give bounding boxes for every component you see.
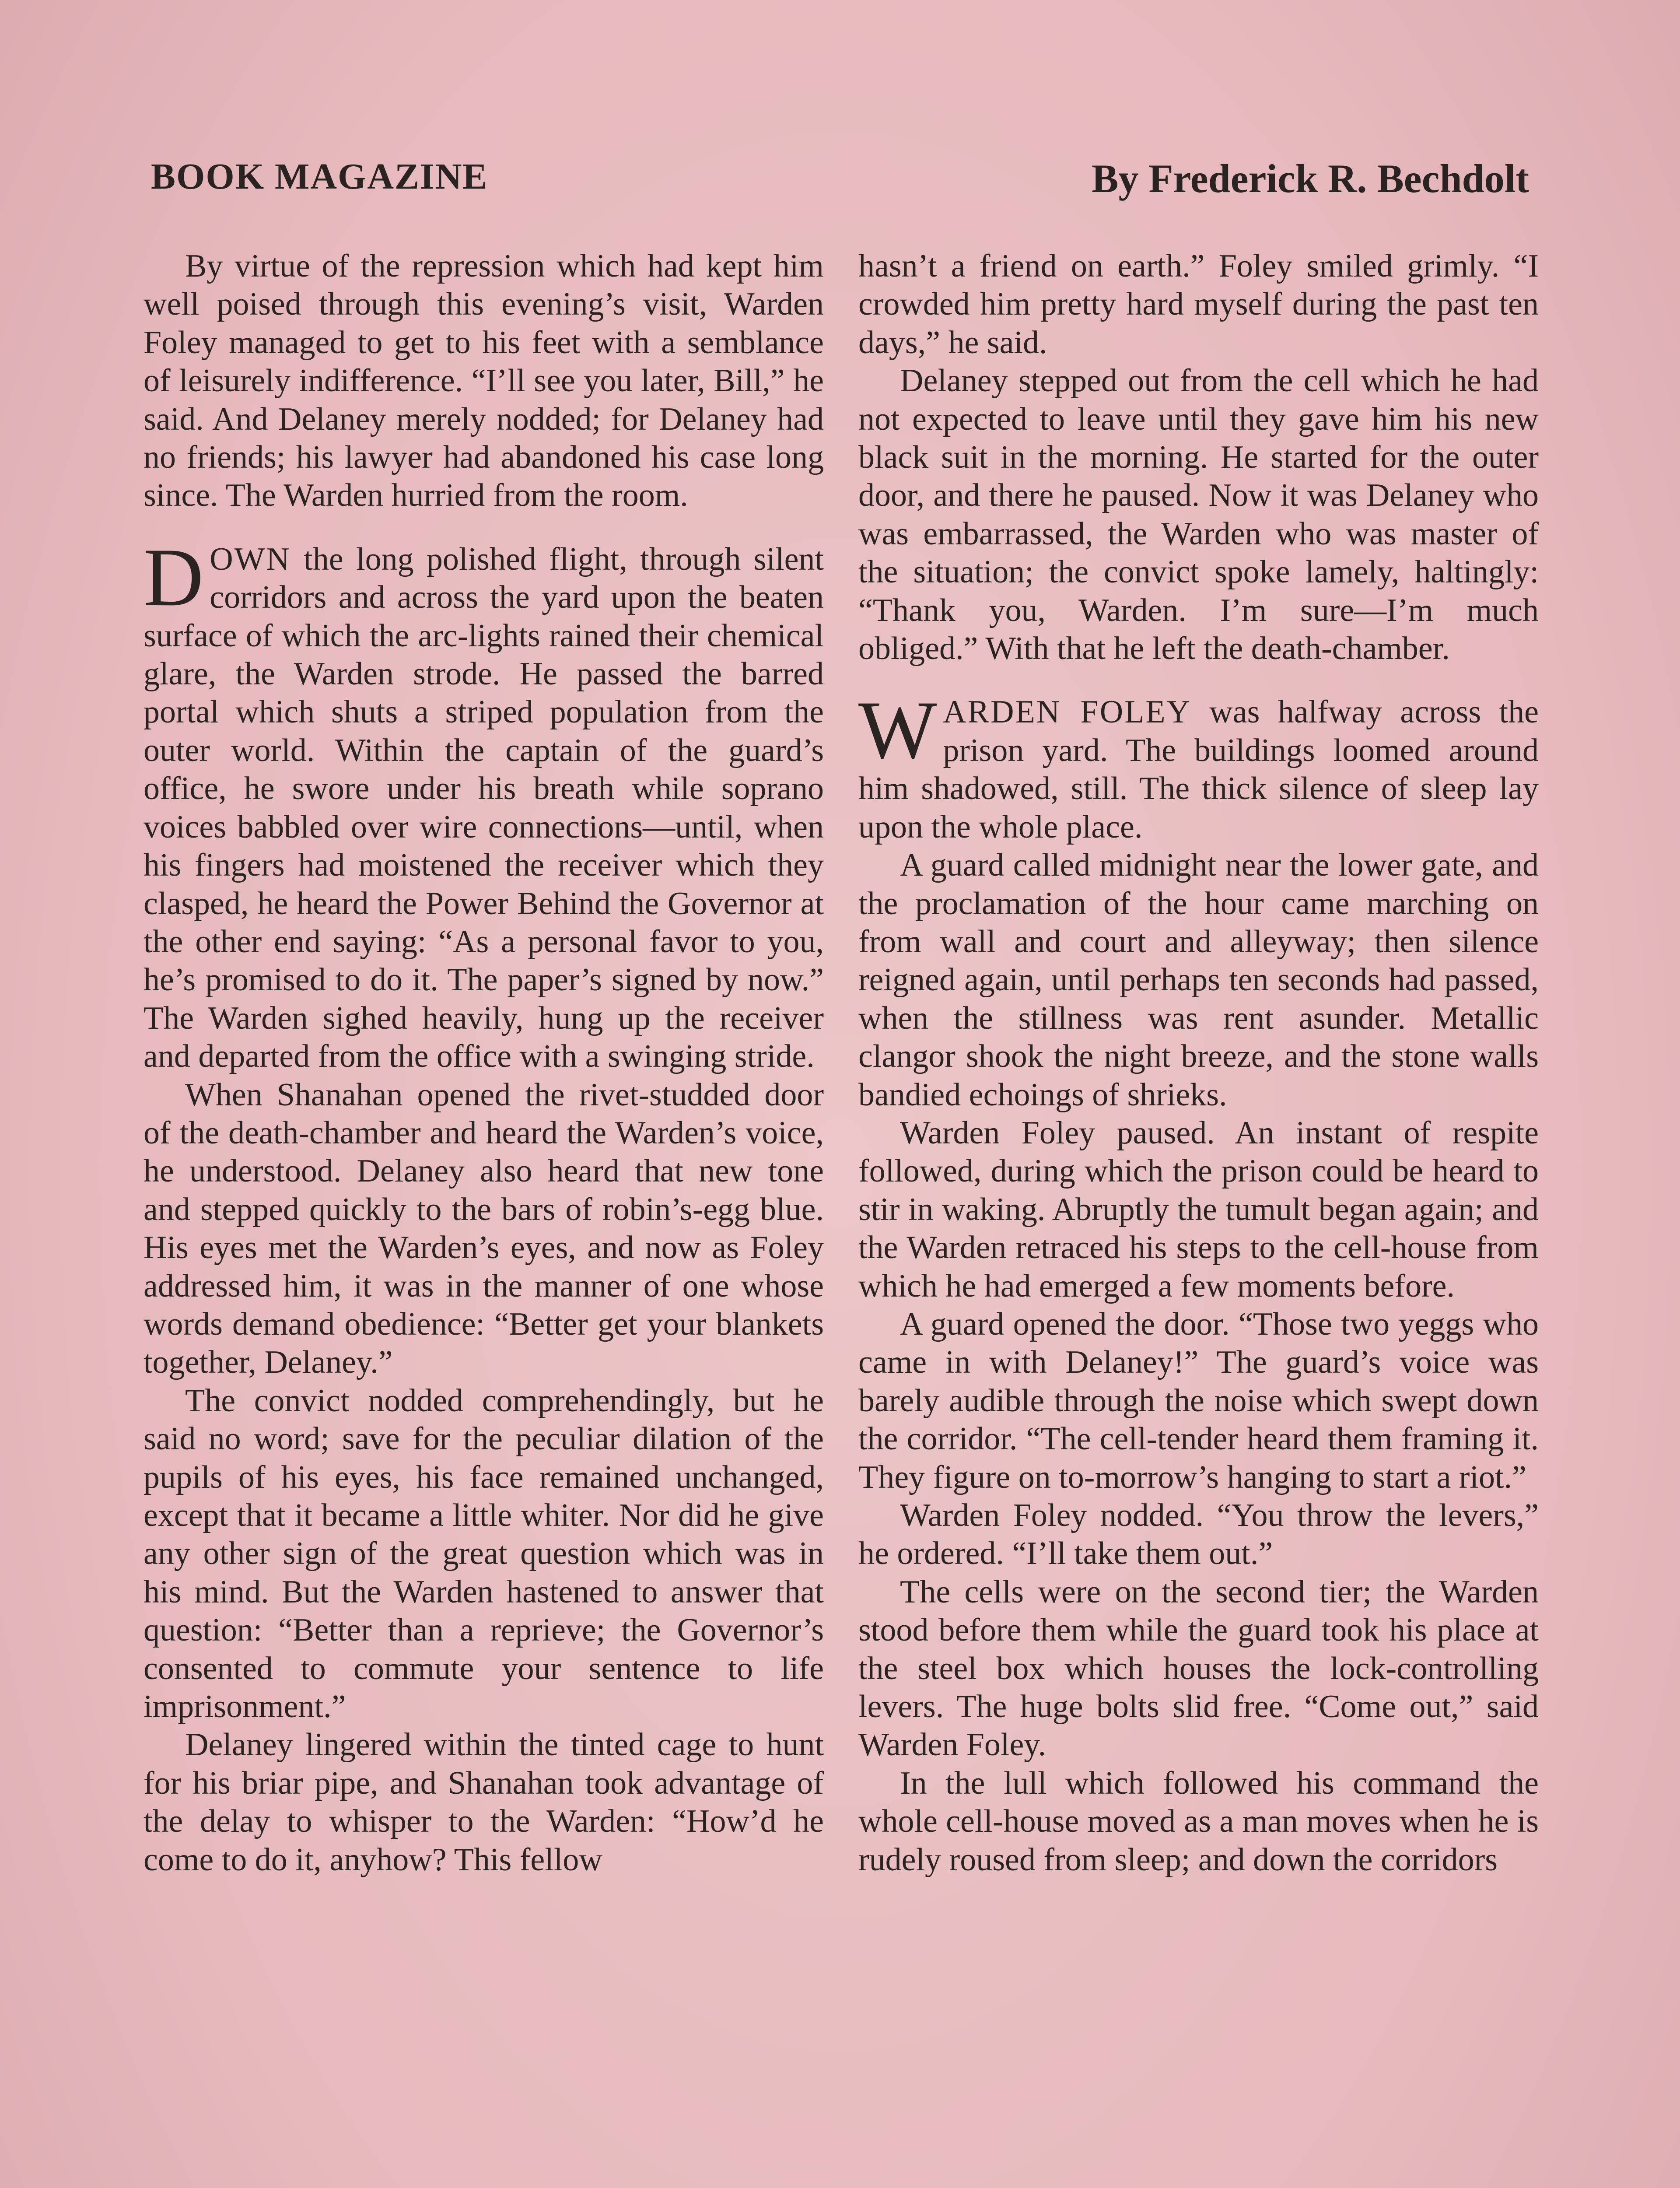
- paragraph-continued: hasn’t a friend on earth.” Foley smiled grimly. “I crowded him pretty hard myself during the past ten days,” he said.: [858, 248, 1539, 361]
- text-column-right: [858, 247, 1539, 1879]
- paragraph: The cells were on the second tier; the Warden stood before them while the guard took his place at the steel box which houses the lock-controlling levers. The huge bolts slid free. “Come out,” said Warden Foley.: [858, 1574, 1539, 1763]
- paragraph: A guard opened the door. “Those two yeggs who came in with Delaney!” The guard’s voice was barely audible through the noise which swept down the corridor. “The cell-tender heard them framing it. They figure on to-morrow’s hanging to start a riot.”: [858, 1306, 1539, 1495]
- magazine-title: BOOK MAGAZINE: [151, 156, 488, 197]
- paragraph: By virtue of the repression which had kept him well poised through this evening’s visit, Warden Foley managed to get to his feet with a semblance of leisurely indifference. “I’ll see you later, Bill,” he said. And Delaney merely nodded; for Delaney had no friends; his lawyer had abandoned his case long since. The Warden hurried from the room.: [144, 248, 824, 514]
- section-text: the long polished flight, through silent corridors and across the yard upon the beaten surface of which the arc-lights rained their chemical glare, the Warden strode. He passed the barred portal which shuts a striped population from the outer world. Within the captain of the guard’s office, he swore under his breath while soprano voices babbled over wire connections—until, when his fingers had moistened the receiver which they clasped, he heard the Power Behind the Governor at the other end saying: “As a personal favor to you, he’s promised to do it. The paper’s signed by now.” The Warden sighed heavily, hung up the receiver and departed from the office with a swinging stride.: [144, 541, 824, 1075]
- section-lead-caps: OWN: [210, 541, 291, 577]
- paragraph: Warden Foley nodded. “You throw the levers,” he ordered. “I’ll take them out.”: [858, 1497, 1539, 1572]
- paragraph: A guard called midnight near the lower gate, and the proclamation of the hour came marching on from wall and court and alleyway; then silence reigned again, until perhaps ten seconds had passed, when the stillness was rent asunder. Metallic clangor shook the night breeze, and the stone walls bandied echoings of shrieks.: [858, 847, 1539, 1113]
- section-text: was halfway across the prison yard. The buildings loomed around him shadowed, still. The thick silence of sleep lay upon the whole place.: [858, 694, 1539, 845]
- paragraph: Delaney lingered within the tinted cage to hunt for his briar pipe, and Shanahan took advantage of the delay to whisper to the Warden: “How’d he come to do it, anyhow? This fellow: [144, 1727, 824, 1878]
- drop-cap: W: [858, 684, 937, 777]
- section-paragraph: [858, 684, 1539, 846]
- paragraph: Delaney stepped out from the cell which he had not expected to leave until they gave him his new black suit in the morning. He started for the outer door, and there he paused. Now it was Delaney who was embarrassed, the Warden who was master of the situation; the convict spoke lamely, haltingly: “Thank you, Warden. I’m sure—I’m much obliged.” With that he left the death-chamber.: [858, 363, 1539, 667]
- paragraph: In the lull which followed his command the whole cell-house moved as a man moves when he is rudely roused from sleep; and down the corridors: [858, 1765, 1539, 1878]
- paragraph: The convict nodded comprehendingly, but he said no word; save for the peculiar dilation of the pupils of his eyes, his face remained unchanged, except that it became a little whiter. Nor did he give any other sign of the great question which was in his mind. But the Warden hastened to answer that question: “Better than a reprieve; the Governor’s consented to commute your sentence to life imprisonment.”: [144, 1382, 824, 1725]
- drop-cap: D: [144, 531, 204, 624]
- text-column-left: [144, 247, 824, 1879]
- section-lead-caps: ARDEN FOLEY: [943, 694, 1191, 730]
- author-byline: By Frederick R. Bechdolt: [1092, 156, 1529, 201]
- paragraph: When Shanahan opened the rivet-studded door of the death-chamber and heard the Warden’s voice, he understood. Delaney also heard that new tone and stepped quickly to the bars of robin’s-egg blue. His eyes met the Warden’s eyes, and now as Foley addressed him, it was in the manner of one whose words demand obedience: “Better get your blankets together, Delaney.”: [144, 1076, 824, 1381]
- section-paragraph: [144, 531, 824, 1076]
- paragraph: Warden Foley paused. An instant of respite followed, during which the prison could be heard to stir in waking. Abruptly the tumult began again; and the Warden retraced his steps to the cell-house from which he had emerged a few moments before.: [858, 1115, 1539, 1304]
